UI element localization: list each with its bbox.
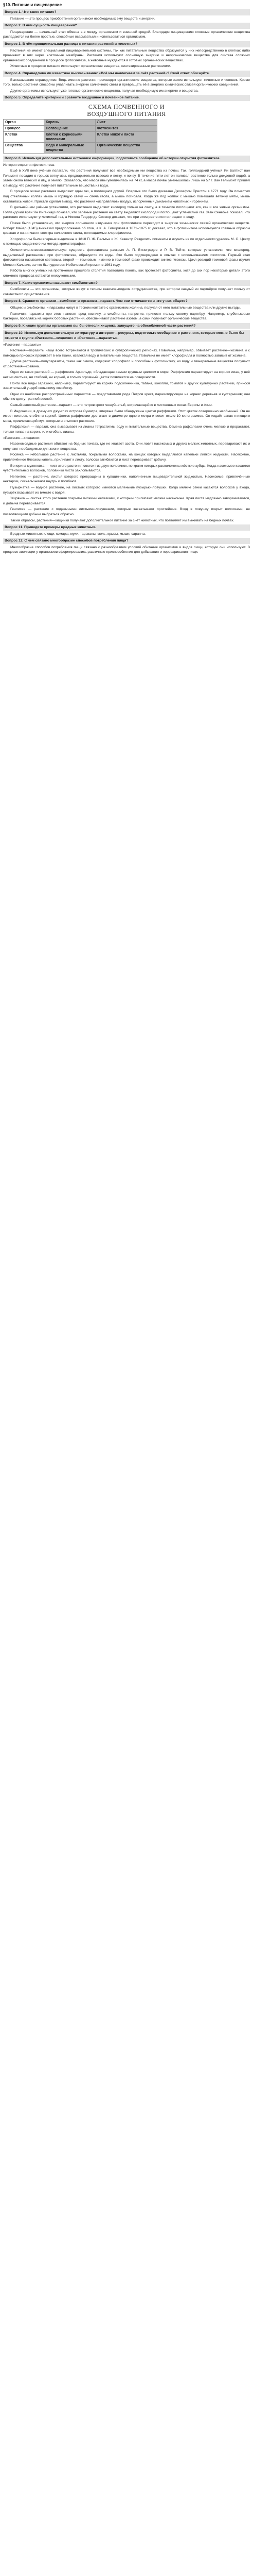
paragraph: Одно из таких растений — раффлезия Арнольди, обладающая самым крупным цветком в мире. Раффлезия паразитирует на корнях лиан, у неё нет ни листьев, ни стеблей, ни корней, и только огромный цветок появляется на поверхности.	[3, 370, 250, 380]
paragraph: Симбионты — это организмы, которые живут в тесном взаимовыгодном сотрудничестве, при котором каждый из партнёров получает пользу от совместного существования.	[3, 287, 250, 296]
paragraph: Питание — это процесс приобретения организмом необходимых ему веществ и энергии.	[10, 16, 155, 21]
paragraph: Самый известный растение—паразит — это петров крест чешуйчатый, встречающийся в лиственных лесах Европы и Азии.	[10, 403, 213, 408]
paragraph: Раффлезия — паразит, она высасывает из лианы тетрастигмы воду и питательные вещества. Семена раффлезии очень мелкие и прорастают, только попав на корень или стебель лианы.	[3, 425, 250, 434]
scheme	[3, 103, 250, 154]
scheme-cell: Орган	[4, 119, 44, 125]
paragraph: Позже было установлено, что энергия солнечного излучения при фотосинтезе переходит в энергию химических связей органических веществ. Роберт Майер (1845) высказал предположение об этом, а К. А. Тимирязев в 1871–1875 гг. доказал, что в фотосинтезе используется главным образом красная и синяя части спектра солнечного света, поглощаемые хлорофиллом.	[3, 222, 250, 235]
paragraph: Вредные животные: клещи, комары, мухи, тараканы, моль, крысы, мыши, саранча.	[10, 532, 146, 536]
paragraph: «Растения—хищники»	[3, 436, 40, 440]
paragraph: Растения—паразиты чаще всего встречаются в тропических и субтропических регионах. Повилика, например, обвивает растение—хозяина и с помощью присосок проникает в его ткани, извлекая воду и питательные вещества. Повилика не имеет хлорофилла и полностью зависит от хозяина.	[3, 349, 250, 358]
paragraph: Пузырчатка — водное растение, на листьях которого имеются маленькие пузырьки-ловушки. Когда мелкие рачки касаются волосков у входа, пузырёк всасывает их вместе с водой.	[3, 485, 250, 495]
paragraph: В Индонезии, в дремучих джунглях острова Суматра, впервые были обнаружены цветки раффлезии. Этот цветок совершенно необычный. Он не имеет листьев, стебля и корней. Цветок раффлезии достигает в диаметре одного метра и весит около 10 килограммов. Он издаёт запах гниющего мяса, привлекающий мух, которые и опыляют растение.	[3, 409, 250, 423]
scheme-table	[3, 119, 157, 154]
paragraph: Генлисея — растение с подземными листьями-ловушками, которые захватывают простейших. Вход в ловушку покрыт волосками, не позволяющими добыче выбраться обратно.	[3, 507, 250, 516]
paragraph: Почти все виды заразихи, например, паразитируют на корнях подсолнечника, табака, конопли, томатов и других культурных растений, принося значительный ущерб сельскому хозяйству.	[3, 381, 250, 391]
paragraph: Росянка — небольшое растение с листьями, покрытыми волосками, на концах которых выделяются капельки липкой жидкости. Насекомое, привлечённое блеском капель, прилипает к листу, волоски загибаются и лист переваривает добычу.	[3, 453, 250, 462]
scheme-cell: Поглощение	[44, 125, 96, 131]
scheme-cell: Клетки мякоти листа	[95, 131, 157, 142]
paragraph: Хлорофиллы были впервые выделены в 1818 П. Ж. Пельтье и Ж. Кавенту. Разделить пигменты и изучить их по отдельности удалось М. С. Цвету с помощью созданного им метода хроматографии.	[3, 237, 250, 246]
question-heading: Вопрос 11. Приведите примеры вредных животных.	[3, 524, 250, 531]
question-heading: Вопрос 3. В чём принципиальная разница в питании растений и животных?	[3, 41, 250, 47]
paragraph: Жирянка — листья этого растения покрыты липкими железками, к которым прилипают мелкие насекомые. Края листа медленно заворачиваются, и добыча переваривается.	[3, 497, 250, 505]
paragraph: В дальнейшем учёные установили, что растения выделяют кислород только на свету, а в темноте поглощают его, как и все живые организмы. Голландский врач Ян Ингенхауз показал, что зелёные растения на свету выделяют кислород и поглощают углекислый газ. Жан Сенебье показал, что растения используют углекислый газ, а Никола Теодор де Соссюр доказал, что при этом растения поглощают и воду.	[3, 206, 250, 219]
scheme-cell: Клетки с корневыми волосками	[44, 131, 96, 142]
page-title: §10. Питание и пищеварение	[3, 3, 62, 7]
scheme-row	[4, 131, 157, 142]
paragraph: Насекомоядные растения обитают на бедных почвах, где не хватает азота. Они ловят насекомых и других мелких животных, переваривают их и получают необходимые для жизни вещества.	[3, 442, 250, 451]
scheme-title-line: СХЕМА ПОЧВЕННОГО И	[88, 103, 165, 110]
paragraph: Животные в процессе питания используют органические вещества, синтезированные растениями.	[10, 64, 171, 69]
scheme-row	[4, 125, 157, 131]
scheme-row	[4, 142, 157, 153]
question-heading: Вопрос 1. Что такое питание?	[3, 9, 250, 15]
scheme-cell: Корень	[44, 119, 96, 125]
paragraph: Многообразие способов потребления пищи связано с разнообразием условий обитания организмов и видов пищи, которую они используют. В процессе эволюции у организмов сформировались различные приспособления для добывания и переваривания пищи.	[3, 545, 250, 554]
question-heading: Вопрос 8. Сравните организм—симбионт и организм—паразит. Чем они отличаются и что у них общего?	[3, 298, 250, 304]
question-heading: Вопрос 2. В чём сущность пищеварения?	[3, 23, 250, 29]
paragraph: Другие организмы используют уже готовые органические вещества, получая необходимую им энергию и вещества.	[10, 89, 198, 93]
scheme-cell: Лист	[95, 119, 157, 125]
paragraph: Венерина мухоловка — лист этого растения состоит из двух половинок, по краям которых расположены жёсткие зубцы. Когда насекомое касается чувствительных волосков, половинки листа захлопываются.	[3, 464, 250, 473]
scheme-cell: Вещества	[4, 142, 44, 153]
scheme-cell: Фотосинтез	[95, 125, 157, 131]
question-heading: Вопрос 10. Используя дополнительную литературу и интернет—ресурсы, подготовьте сообщение о растениях, которые можно было бы отнести к группе «Растения—хищники» и «Растения—паразиты».	[3, 330, 250, 341]
content	[3, 9, 250, 555]
scheme-cell: Процесс	[4, 125, 44, 131]
paragraph: Работа многих учёных на протяжении прошлого столетия позволила понять, как протекает фотосинтез, хотя до сих пор некоторые детали этого сложного процесса остаются неизученными.	[3, 269, 250, 278]
question-heading: Вопрос 5. Определите критерии и сравните воздушное и почвенное питание.	[3, 95, 250, 101]
paragraph: Ещё в XVII веке учёные полагали, что растения получают все необходимые им вещества из почвы. Так, голландский учёный Ян Баптист ван Гельмонт посадил в горшок ветку ивы, предварительно взвесив и ветку, и почву. В течение пяти лет он поливал растение только дождевой водой, а затем снова взвесил и иву, и землю. Оказалось, что масса ивы увеличилась на 74 кг, а масса почвы уменьшилась лишь на 57 г. Ван Гельмонт пришёл к выводу, что растение получает питательные вещества из воды.	[3, 169, 250, 188]
question-heading: Вопрос 9. К каким группам организмов вы бы отнесли хищника, живущего на обособленной части растений?	[3, 323, 250, 329]
paragraph: В процессе жизни растения выделяют один газ, а поглощают другой. Впервые это было доказано Джозефом Пристли в 1771 году. Он поместил под стеклянный колпак мышь и горящую свечу — свеча гасла, а мышь погибала. Когда же под колпак с мышью помещали веточку мяты, мышь оставалась живой. Пристли сделал вывод, что растения «исправляют» воздух, испорченный дыханием животных и горением.	[3, 190, 250, 204]
paragraph: Высказывание справедливо. Ведь именно растения производят органические вещества, которые затем используют животные и человек. Кроме того, только растения способны улавливать энергию солнечного света и превращать её в энергию химических связей органических соединений.	[3, 78, 250, 87]
scheme-row	[4, 119, 157, 125]
paragraph: Растения не имеют специальной пищеварительной системы, так как питательные вещества образуются у них непосредственно в клетках либо проникают в них через клеточные мембраны. Растения используют солнечную энергию и неорганические вещества для синтеза сложных органических соединений в процессе фотосинтеза, а животные нуждаются в готовых органических веществах.	[3, 48, 250, 62]
question-heading: Вопрос 12. С чем связано многообразие способов потребления пищи?	[3, 538, 250, 544]
page	[0, 0, 253, 560]
scheme-title	[3, 103, 250, 117]
scheme-cell: Органические вещества	[95, 142, 157, 153]
paragraph: Непентес — растение, листья которого превращены в кувшинчики, наполненные пищеварительной жидкостью. Насекомые, привлечённые нектаром, соскальзывают внутрь и погибают.	[3, 474, 250, 484]
paragraph: Пищеварение — начальный этап обмена в-в между организмом и внешней средой. Благодаря пищеварению сложные органические вещества распадаются на более простые, способные всасываться и использоваться организмом.	[3, 30, 250, 39]
question-heading: Вопрос 6. Используя дополнительные источники информации, подготовьте сообщение об истории открытия фотосинтеза.	[3, 156, 250, 162]
paragraph: Таким образом, растения—хищники получают дополнительное питание за счёт животных, что позволяет им выживать на бедных почвах.	[10, 518, 234, 522]
scheme-cell: Вода и минеральные вещества	[44, 142, 96, 153]
paragraph: Общее: и симбионты, и паразиты живут в тесном контакте с организмом хозяина, получая от него питательные вещества или другие выгоды.	[10, 306, 241, 310]
paragraph: Одни из наиболее распространённых паразитов — представители рода Петров крест, паразитирующие на корнях деревьев и кустарников; они обычно цветут ранней весной.	[3, 392, 250, 401]
scheme-cell: Клетки	[4, 131, 44, 142]
question-heading: Вопрос 4. Справедливо ли известное высказывание: «Всё мы наилегчаем за счёт растений»? Свой ответ обоснуйте.	[3, 71, 250, 77]
scheme-title-line: ВОЗДУШНОГО ПИТАНИЯ	[87, 110, 166, 117]
paragraph: Другие растения—полупаразиты, такие как омела, содержат хлорофилл и способны к фотосинтезу, но воду и минеральные вещества получают от растения—хозяина.	[3, 360, 250, 368]
paragraph: Различия: паразиты при этом наносят вред хозяину, а симбионты, напротив, приносят пользу своему партнёру. Например, клубеньковые бактерии, поселяясь на корнях бобовых растений, обеспечивают растение азотом, а сами получают органические вещества.	[3, 312, 250, 321]
paragraph: Окислительно-восстановительную сущность фотосинтеза раскрыл А. П. Виноградов и Р. В. Тейтс, которые установили, что кислород, выделяемый растениями при фотосинтезе, образуется из воды. Это было подтверждено в опытах с использованием изотопов. Первый этап фотосинтеза называется световым, второй — темновым; именно в темновой фазе происходит синтез глюкозы. Цикл реакций темновой фазы изучил Мелвин Кальвин, за что был удостоен Нобелевской премии в 1961 году.	[3, 248, 250, 267]
paragraph: «Растения—паразиты»	[3, 343, 41, 347]
question-heading: Вопрос 7. Какие организмы называют симбионтами?	[3, 280, 250, 286]
paragraph: История открытия фотосинтеза	[3, 163, 55, 167]
